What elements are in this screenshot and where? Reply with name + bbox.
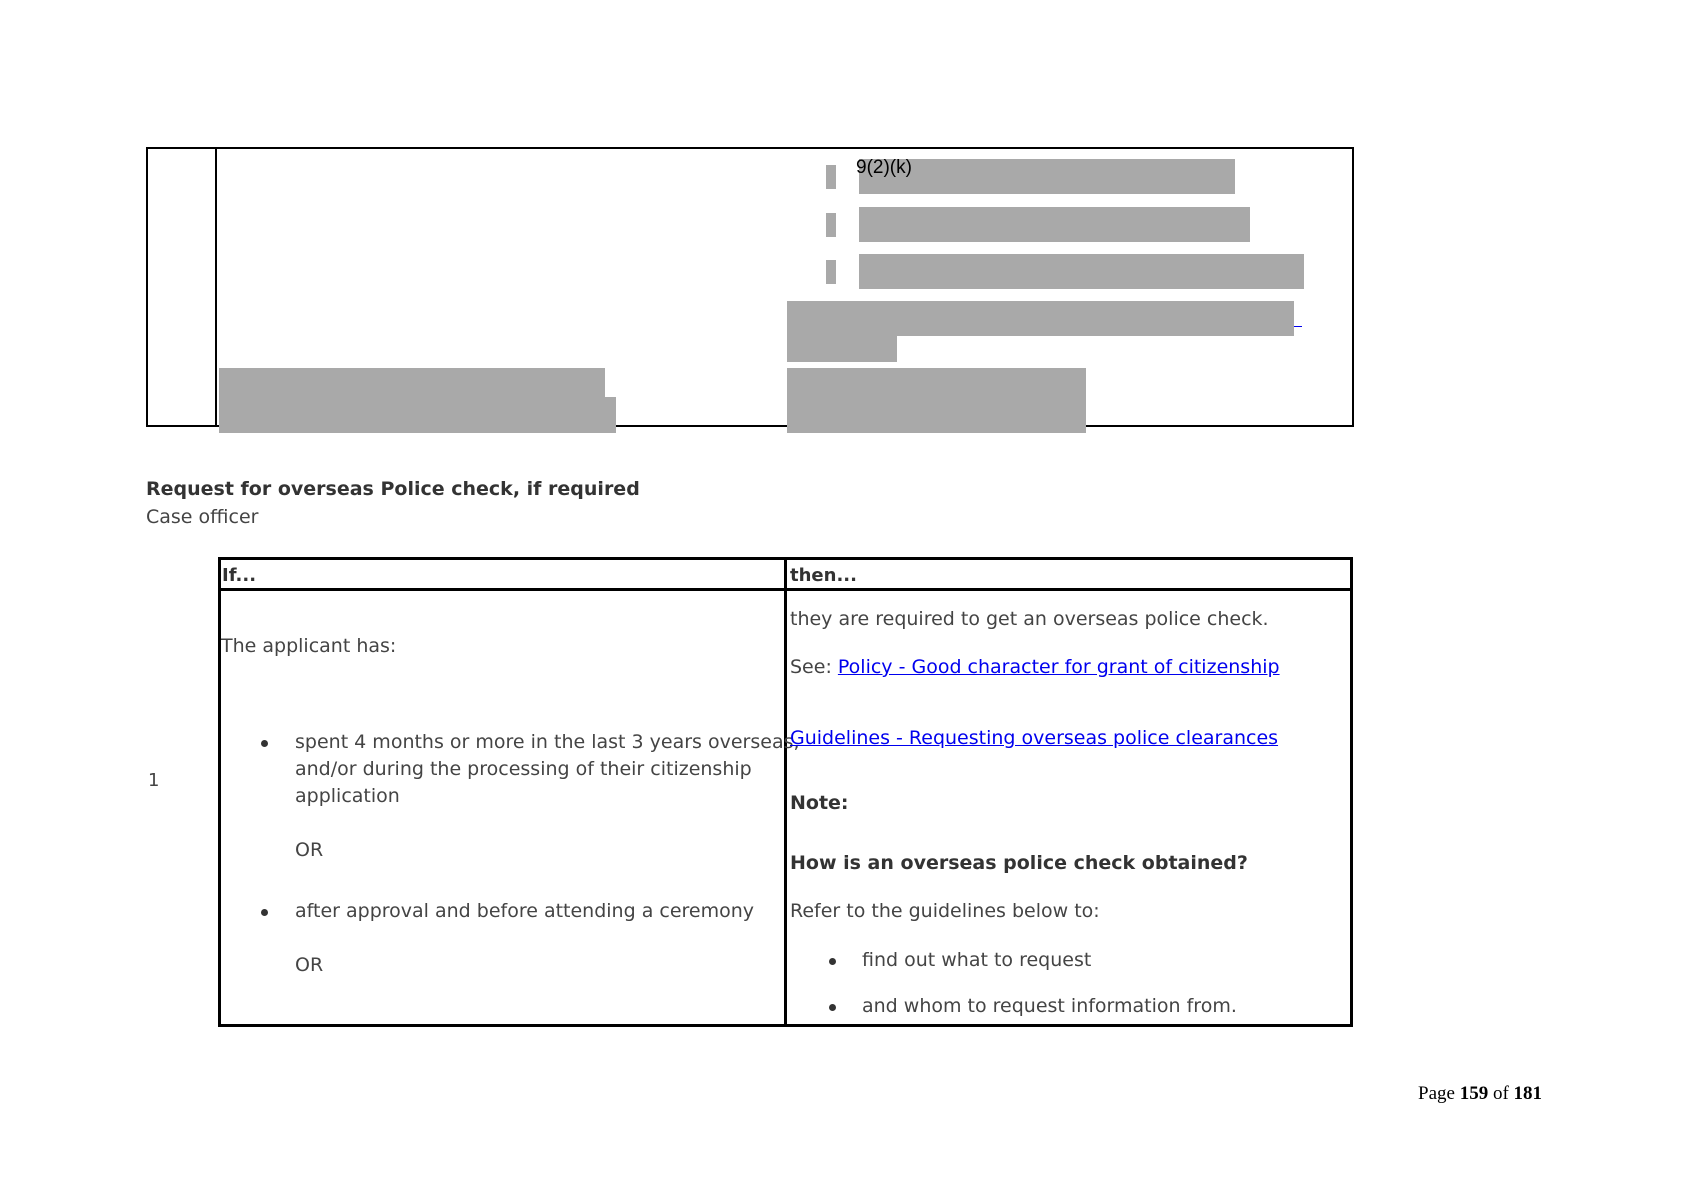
bullet-dot (261, 740, 268, 747)
redacted-bullet-marker (826, 213, 836, 237)
redaction-block (219, 368, 605, 398)
header-if: If... (222, 565, 257, 586)
current-page: 159 (1459, 1083, 1489, 1104)
redaction-block (787, 301, 1294, 336)
redaction-block (859, 159, 1235, 194)
redaction-block (787, 336, 897, 362)
redaction-block (859, 254, 1304, 289)
if-bullet-1-line-3: application (295, 785, 400, 807)
if-or-2: OR (295, 954, 324, 976)
redacted-bullet-marker (826, 165, 836, 189)
redaction-block (859, 207, 1250, 242)
see-line (790, 654, 1280, 681)
bullet-dot (829, 958, 836, 965)
question-heading: How is an overseas police check obtained? (790, 852, 1248, 874)
table-header-divider (218, 588, 1353, 591)
then-bullet-2: and whom to request information from. (862, 995, 1237, 1017)
redaction-block (787, 368, 1086, 433)
guidelines-link[interactable]: Guidelines - Requesting overseas police clearances (790, 727, 1279, 749)
if-or-1: OR (295, 839, 324, 861)
header-then: then... (790, 565, 857, 586)
if-intro: The applicant has: (221, 635, 397, 657)
redaction-block (219, 397, 616, 433)
page-number (1418, 1083, 1542, 1105)
total-pages: 181 (1513, 1083, 1543, 1104)
then-line-1: they are required to get an overseas police check. (790, 608, 1269, 630)
redacted-link-fragment (1294, 326, 1302, 327)
refer-line: Refer to the guidelines below to: (790, 900, 1100, 922)
see-label: See: (790, 656, 832, 678)
note-label: Note: (790, 792, 849, 814)
bullet-dot (261, 909, 268, 916)
section-title: Request for overseas Police check, if required (146, 478, 640, 500)
bullet-dot (829, 1004, 836, 1011)
table-column-divider (784, 557, 787, 1027)
if-bullet-1-line-1: spent 4 months or more in the last 3 years overseas, (295, 731, 800, 753)
guidelines-line (790, 725, 1278, 752)
if-bullet-2: after approval and before attending a ceremony (295, 900, 755, 922)
page-prefix: Page (1418, 1083, 1455, 1104)
section-subtitle: Case officer (146, 506, 259, 528)
redacted-table-divider (215, 147, 217, 427)
redacted-bullet-marker (826, 260, 836, 284)
redaction-code: 9(2)(k) (856, 157, 912, 178)
of-label: of (1492, 1083, 1509, 1104)
then-bullet-1: find out what to request (862, 949, 1092, 971)
row-number: 1 (148, 770, 160, 791)
if-bullet-1-line-2: and/or during the processing of their citizenship (295, 758, 752, 780)
policy-link[interactable]: Policy - Good character for grant of citizenship (837, 656, 1280, 678)
